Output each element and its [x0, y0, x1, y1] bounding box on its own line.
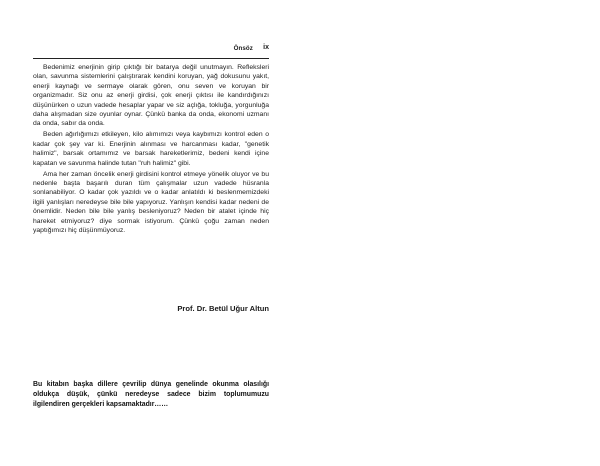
header-title: Önsöz — [233, 45, 253, 52]
body-text — [33, 63, 269, 237]
footnote: Bu kitabın başka dillere çevrilip dünya genelinde okunma olasılığı oldukça düşük, çünkü neredeyse sadece bizim toplumumuzu ilgilendiren gerçekleri kapsamaktadır…… — [33, 381, 269, 408]
paragraph-3: Ama her zaman öncelik enerji girdisini kontrol etmeye yönelik oluyor ve bu nedenle başta başarılı duran tüm çalışmalar uzun vadede hüsranla sonlanabiliyor. O kadar çok yazıldı ve o kadar anlatıldı ki beslenmemizdeki ilgili yanlışları neredeyse bile bile yapıyoruz. Yanlışın kendisi kadar nedeni de önemlidir. Neden bile bile yanlış besleniyoruz? Neden bir atalet içinde hiç hareket etmiyoruz? diye sormak istiyorum. Çünkü çoğu zaman neden yaptığımızı hiç düşünmüyoruz. — [33, 170, 269, 235]
paragraph-1: Bedenimiz enerjinin girip çıktığı bir batarya değil unutmayın. Refleksleri olan, savunma sistemlerini çalıştırarak kendini koruyan, yağ dokusunu yakıt, enerji kaynağı ve sermaye olarak gören, onu seven ve koruyan bir organizmadır. Siz onu az enerji girdisi, çok enerji çıktısı ile kandırdığınızı düşünürken o uzun vadede hesaplar yapar ve siz açlığa, tokluğa, yorgunluğa daha alışmadan size oyunlar oynar. Çünkü banka da onda, ekonomi uzmanı da onda, sabır da onda. — [33, 64, 269, 128]
running-header — [33, 44, 269, 59]
author-signature: Prof. Dr. Betül Uğur Altun — [177, 304, 269, 313]
paragraph-2: Beden ağırlığımızı etkileyen, kilo alımımızı veya kaybımızı kontrol eden o kadar çok şey var ki. Enerjinin alınması ve harcanması kadar, "genetik halimiz", barsak ortamımız ve barsak hareketlerimiz, bedeni kendi içine kapatan ve savunma halinde tutan "ruh halimiz" gibi. — [33, 131, 269, 167]
page-number: ix — [263, 44, 269, 51]
